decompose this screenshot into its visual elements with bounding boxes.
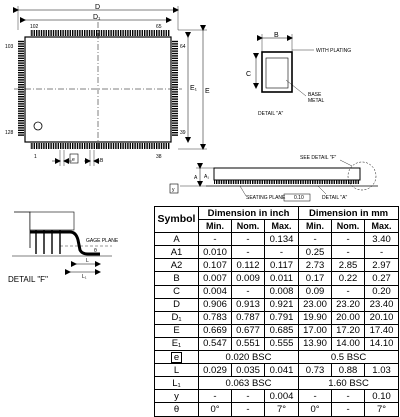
- value-cell: 0.547: [199, 337, 232, 350]
- table-row: [155, 259, 399, 272]
- value-cell: 0.004: [265, 390, 299, 403]
- sub-header: Nom.: [232, 220, 265, 233]
- pitch-e-label: e: [72, 157, 75, 163]
- value-cell: 0.035: [232, 364, 265, 377]
- detail-a: [246, 32, 351, 117]
- pin-number: 64: [180, 44, 186, 50]
- pin-number: 128: [5, 130, 14, 136]
- table-row: [155, 337, 399, 350]
- base-metal-label-1: BASE: [308, 92, 322, 98]
- table-row: [155, 403, 399, 416]
- symbol-cell: θ: [155, 403, 199, 416]
- a-label: A: [194, 175, 198, 181]
- value-cell: 0.677: [232, 324, 265, 337]
- side-body: [214, 168, 360, 180]
- pins-right: [172, 40, 178, 136]
- value-cell: -: [232, 233, 265, 246]
- symbol-cell: [155, 351, 199, 364]
- base-metal-label-2: METAL: [308, 98, 325, 104]
- table-row: [155, 298, 399, 311]
- symbol-cell: A: [155, 233, 199, 246]
- value-cell: 2.85: [332, 259, 365, 272]
- value-cell: 0.73: [299, 364, 332, 377]
- symbol-cell: A1: [155, 246, 199, 259]
- pin-number: 102: [30, 24, 39, 30]
- symbol-cell: E: [155, 324, 199, 337]
- value-cell: -: [332, 285, 365, 298]
- value-cell: 17.00: [299, 324, 332, 337]
- value-cell: 13.90: [299, 337, 332, 350]
- value-cell: 0.134: [265, 233, 299, 246]
- value-cell: 0°: [199, 403, 232, 416]
- symbol-cell: L₁: [155, 377, 199, 390]
- l-label: L: [86, 258, 89, 264]
- value-cell: -: [265, 246, 299, 259]
- value-cell: -: [332, 403, 365, 416]
- tolerance-label: 0.10: [294, 195, 304, 201]
- value-cell: -: [232, 403, 265, 416]
- value-cell: 0.669: [199, 324, 232, 337]
- detail-a-b-label: B: [274, 32, 279, 39]
- pins-bottom: [30, 143, 170, 149]
- value-cell: -: [332, 246, 365, 259]
- value-cell: 2.97: [365, 259, 399, 272]
- symbol-cell: D: [155, 298, 199, 311]
- detail-a-title: DETAIL "A": [258, 111, 284, 117]
- value-cell: 0.22: [332, 272, 365, 285]
- table-row: [155, 351, 399, 364]
- value-cell: 0.029: [199, 364, 232, 377]
- value-cell: 3.40: [365, 233, 399, 246]
- symbol-cell: B: [155, 272, 199, 285]
- symbol-cell: C: [155, 285, 199, 298]
- value-cell: 20.10: [365, 311, 399, 324]
- l1-label: L₁: [82, 274, 87, 280]
- value-cell: 0.913: [232, 298, 265, 311]
- table-row: [155, 285, 399, 298]
- sub-header: Min.: [299, 220, 332, 233]
- detail-f: [8, 212, 119, 284]
- sub-header: Max.: [365, 220, 399, 233]
- value-cell: 14.00: [332, 337, 365, 350]
- e-symbol-box: e: [171, 352, 182, 363]
- value-cell: 0.88: [332, 364, 365, 377]
- value-cell: 14.10: [365, 337, 399, 350]
- table-row: [155, 377, 399, 390]
- value-cell: -: [232, 285, 265, 298]
- value-cell: -: [299, 233, 332, 246]
- dim-d-label: D: [95, 4, 101, 11]
- pins-left: [18, 40, 24, 136]
- see-detail-f-label: SEE DETAIL "F": [300, 155, 337, 161]
- value-cell: 0.787: [232, 311, 265, 324]
- value-cell: 0.010: [199, 246, 232, 259]
- detail-a-c-label: C: [246, 71, 252, 78]
- dim-d1-label: D₁: [93, 14, 101, 21]
- value-cell: 0.20: [365, 285, 399, 298]
- symbol-cell: D₁: [155, 311, 199, 324]
- pin-number: 38: [156, 154, 162, 160]
- value-cell: 0°: [299, 403, 332, 416]
- pin-number: 39: [180, 130, 186, 136]
- table-body: [155, 233, 399, 416]
- table-row: [155, 233, 399, 246]
- value-cell: -: [199, 390, 232, 403]
- theta-label: θ: [94, 248, 97, 254]
- sub-header: Min.: [199, 220, 232, 233]
- pin-number: 103: [5, 44, 14, 50]
- value-cell: 0.551: [232, 337, 265, 350]
- value-cell: 0.063 BSC: [199, 377, 299, 390]
- pin-number: 1: [34, 154, 37, 160]
- value-cell: 0.555: [265, 337, 299, 350]
- value-cell: 17.20: [332, 324, 365, 337]
- value-cell: 0.011: [265, 272, 299, 285]
- symbol-cell: A2: [155, 259, 199, 272]
- value-cell: 0.007: [199, 272, 232, 285]
- value-cell: -: [232, 390, 265, 403]
- seating-plane-label: SEATING PLANE: [246, 195, 286, 201]
- value-cell: -: [365, 246, 399, 259]
- value-cell: 19.90: [299, 311, 332, 324]
- value-cell: 20.00: [332, 311, 365, 324]
- a1-label: A₁: [204, 174, 210, 180]
- table-row: [155, 272, 399, 285]
- value-cell: 0.107: [199, 259, 232, 272]
- value-cell: 23.20: [332, 298, 365, 311]
- value-cell: 0.10: [365, 390, 399, 403]
- inch-header: Dimension in inch: [199, 207, 299, 220]
- value-cell: -: [299, 390, 332, 403]
- value-cell: 0.791: [265, 311, 299, 324]
- value-cell: 7°: [265, 403, 299, 416]
- value-cell: 17.40: [365, 324, 399, 337]
- table-row: [155, 364, 399, 377]
- value-cell: -: [332, 390, 365, 403]
- value-cell: 0.041: [265, 364, 299, 377]
- sub-header: Max.: [265, 220, 299, 233]
- value-cell: 0.112: [232, 259, 265, 272]
- table-row: [155, 246, 399, 259]
- value-cell: 0.008: [265, 285, 299, 298]
- value-cell: -: [232, 246, 265, 259]
- table-row: [155, 390, 399, 403]
- side-view: [170, 155, 378, 201]
- pin-number: 65: [156, 24, 162, 30]
- value-cell: 0.117: [265, 259, 299, 272]
- symbol-cell: y: [155, 390, 199, 403]
- dim-e1-label: E₁: [190, 85, 198, 92]
- with-plating-label: WITH PLATING: [316, 48, 352, 54]
- value-cell: 0.783: [199, 311, 232, 324]
- value-cell: 0.27: [365, 272, 399, 285]
- lead-width-b-label: B: [100, 158, 104, 164]
- y-label: y: [172, 187, 175, 193]
- value-cell: 0.17: [299, 272, 332, 285]
- value-cell: 1.60 BSC: [299, 377, 399, 390]
- value-cell: 0.25: [299, 246, 332, 259]
- value-cell: 0.685: [265, 324, 299, 337]
- gage-plane-label: GAGE PLANE: [86, 238, 119, 244]
- value-cell: 0.004: [199, 285, 232, 298]
- value-cell: -: [332, 233, 365, 246]
- side-detail-a-label: DETAIL "A": [322, 195, 348, 201]
- detail-f-title: DETAIL "F": [8, 275, 48, 284]
- table-row: [155, 324, 399, 337]
- value-cell: 0.921: [265, 298, 299, 311]
- value-cell: 0.009: [232, 272, 265, 285]
- value-cell: 23.00: [299, 298, 332, 311]
- value-cell: -: [199, 233, 232, 246]
- value-cell: 2.73: [299, 259, 332, 272]
- symbol-cell: L: [155, 364, 199, 377]
- top-view: [5, 4, 210, 166]
- dimension-table: [154, 206, 399, 417]
- mm-header: Dimension in mm: [299, 207, 399, 220]
- value-cell: 1.03: [365, 364, 399, 377]
- value-cell: 7°: [365, 403, 399, 416]
- symbol-header: Symbol: [155, 207, 199, 233]
- sub-header: Nom.: [332, 220, 365, 233]
- value-cell: 23.40: [365, 298, 399, 311]
- value-cell: 0.09: [299, 285, 332, 298]
- value-cell: 0.5 BSC: [299, 351, 399, 364]
- value-cell: 0.020 BSC: [199, 351, 299, 364]
- pins-top: [30, 30, 170, 36]
- value-cell: 0.906: [199, 298, 232, 311]
- table-row: [155, 311, 399, 324]
- dim-e-label: E: [205, 88, 210, 95]
- symbol-cell: E₁: [155, 337, 199, 350]
